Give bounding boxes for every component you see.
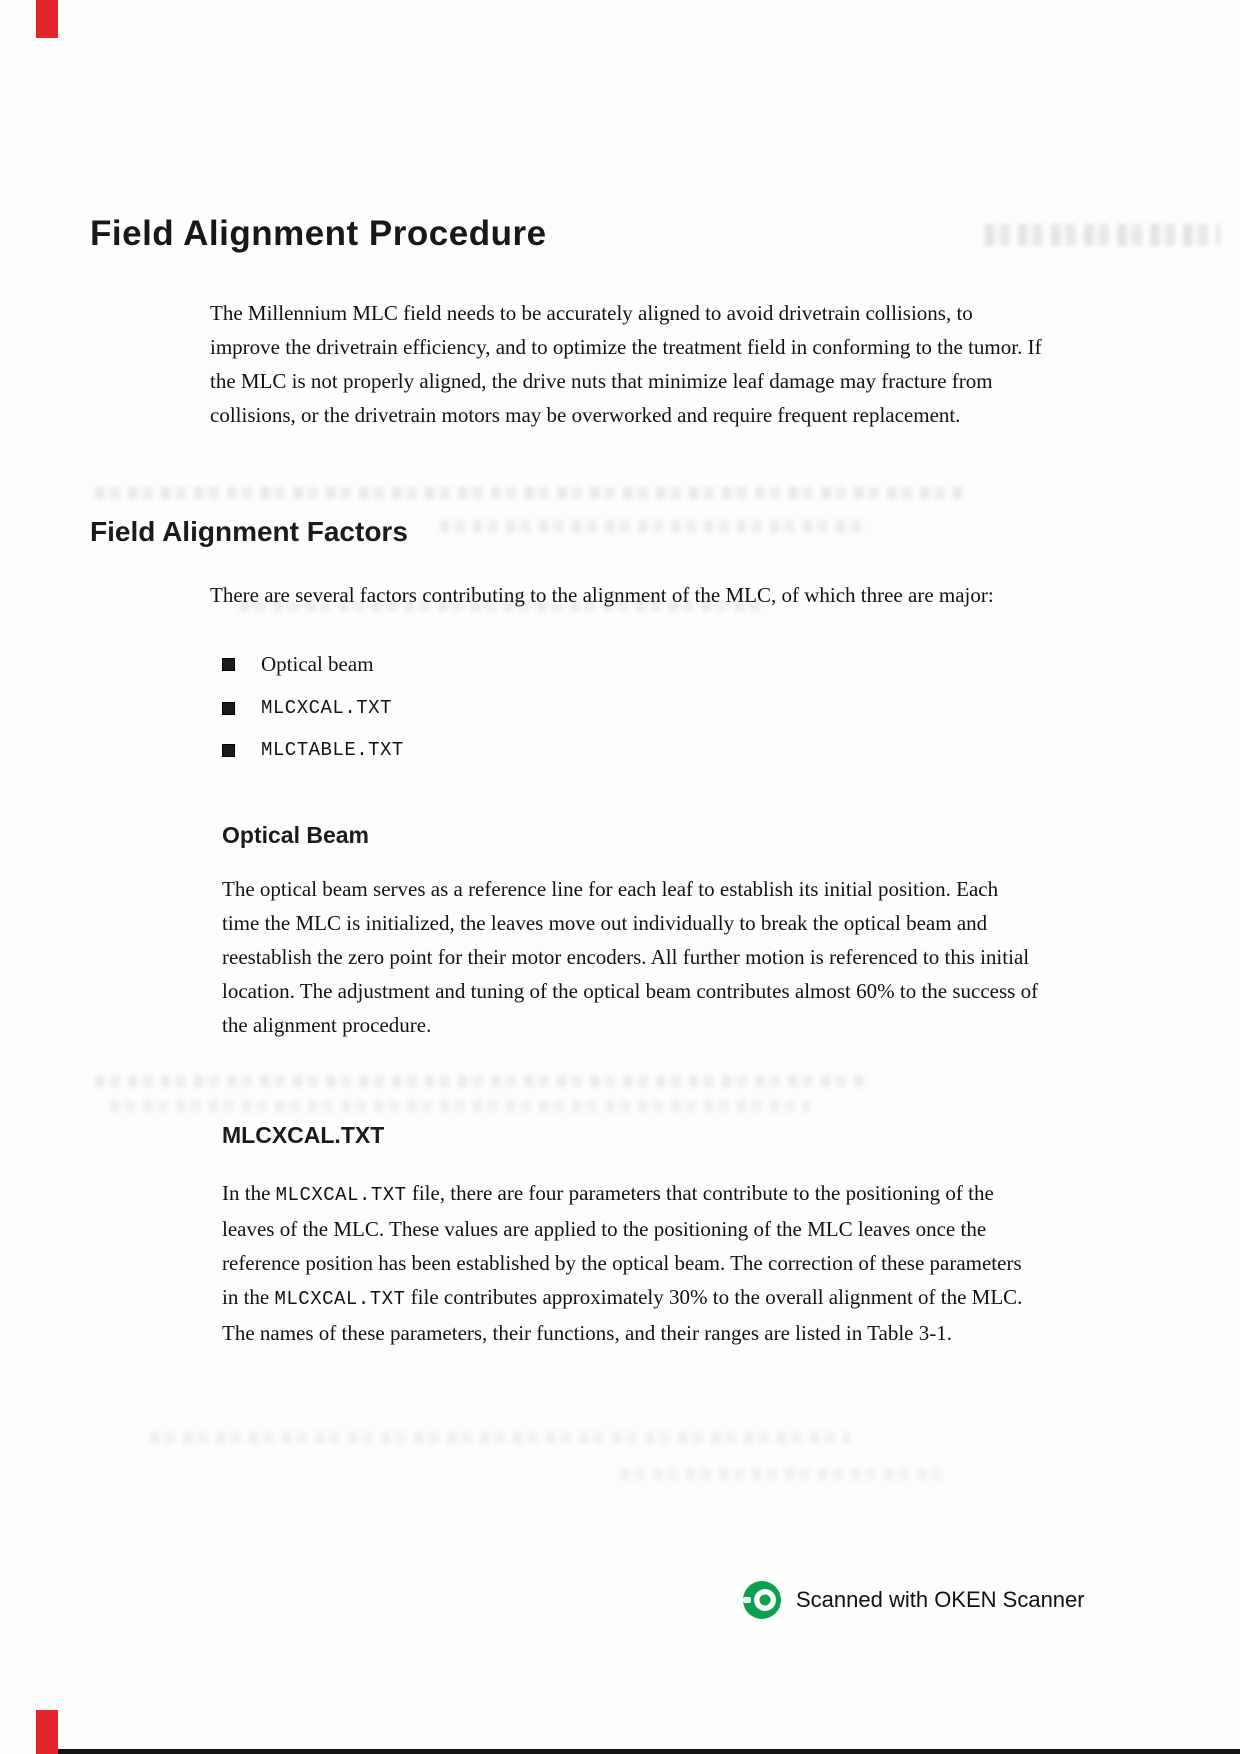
bullet-item — [222, 697, 404, 719]
bullet-label: MLCTABLE.TXT — [261, 739, 404, 761]
paragraph-text: file, there are four parameters that contribute to the positioning of the leaves of the MLC. These values are applied to the positioning of the MLC leaves once the reference position has been established by the optical beam. The correction of these parameters in the — [222, 1181, 1022, 1309]
paragraph-text: file contributes approximately 30% to the overall alignment of the MLC. The names of these parameters, their functions, and their ranges are listed in Table 3-1. — [222, 1285, 1023, 1345]
bullet-square-icon — [222, 658, 235, 671]
subsection-heading-mlcxcal: MLCXCAL.TXT — [222, 1122, 385, 1148]
bullet-item — [222, 739, 404, 761]
scan-artifact — [985, 224, 1220, 246]
scanner-badge — [742, 1580, 1085, 1620]
scan-artifact — [95, 1075, 865, 1087]
red-margin-mark-bottom — [36, 1710, 58, 1754]
mlcxcal-paragraph — [222, 1176, 1042, 1350]
subsection-heading-optical-beam: Optical Beam — [222, 822, 369, 848]
scan-artifact — [620, 1468, 950, 1480]
bullet-square-icon — [222, 744, 235, 757]
scan-artifact — [150, 1432, 850, 1444]
optical-beam-paragraph: The optical beam serves as a reference line for each leaf to establish its initial position. Each time the MLC is initialized, the leaves move out individually to break the optical beam and reestablish the zero point for their motor encoders. All further motion is referenced to this initial location. The adjustment and tuning of the optical beam contributes almost 60% to the success of the alignment procedure. — [222, 877, 1039, 1037]
factors-bullet-list — [222, 652, 404, 781]
filename-text: MLCXCAL.TXT — [274, 1288, 406, 1310]
scan-artifact — [110, 1100, 810, 1112]
page-title: Field Alignment Procedure — [90, 214, 547, 253]
intro-paragraph: The Millennium MLC field needs to be accurately aligned to avoid drivetrain collisions, to improve the drivetrain efficiency, and to optimize the treatment field in conforming to the tumor. If the MLC is not properly aligned, the drive nuts that minimize leaf damage may fracture from collisions, or the drivetrain motors may be overworked and require frequent replacement. — [210, 301, 1042, 427]
bullet-square-icon — [222, 702, 235, 715]
bullet-item — [222, 652, 404, 677]
paragraph-text: In the — [222, 1181, 276, 1205]
factors-lead-paragraph: There are several factors contributing to the alignment of the MLC, of which three are major: — [210, 583, 994, 607]
scan-artifact — [95, 487, 965, 499]
page-edge-line — [58, 1749, 1240, 1754]
oken-scanner-logo-icon — [742, 1580, 782, 1620]
bullet-label: Optical beam — [261, 652, 374, 676]
red-margin-mark-top — [36, 0, 58, 38]
scanner-text: Scanned with OKEN Scanner — [796, 1587, 1085, 1612]
section-heading-field-alignment-factors: Field Alignment Factors — [90, 516, 408, 547]
scan-artifact — [440, 520, 870, 533]
filename-text: MLCXCAL.TXT — [275, 1184, 407, 1206]
bullet-label: MLCXCAL.TXT — [261, 697, 392, 719]
